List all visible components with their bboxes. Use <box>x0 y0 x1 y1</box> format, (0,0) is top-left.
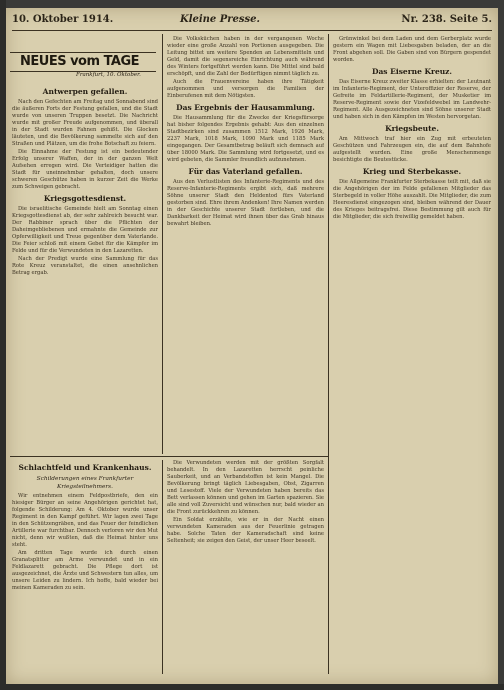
header-date: 10. Oktober 1914. <box>12 14 114 25</box>
article-paragraph: Nach den Gefechten am Freitag und Sonnabend sind die äußeren Forts der Festung gefallen, und die Stadt wurde von unseren Truppen besetzt. Die Nachricht wurde mit großer Freude aufgenommen, und überall in der Stadt wurden Fahnen gehißt. Die Glocken läuteten, und die Bevölkerung sammelte sich auf den Straßen und Plätzen, um die frohe Botschaft zu feiern. <box>12 99 158 147</box>
article-paragraph: Die Verwundeten werden mit der größten Sorgfalt behandelt. In den Lazaretten herrscht peinliche Sauberkeit, und an Verbandstoffen ist kein Mangel. Die Bevölkerung bringt täglich Liebesgaben, Obst, Zigarren und Lesestoff. Viele der Verwundeten haben bereits das Bett verlassen können und gehen im Garten spazieren. Sie alle sind voll Zuversicht und wünschen nur, bald wieder an die Front zurückkehren zu können. <box>167 460 324 515</box>
headline-antwerpen: Antwerpen gefallen. <box>42 87 128 96</box>
article-paragraph: Die Hausammlung für die Zwecke der Kriegsfürsorge hat bisher folgendes Ergebnis gehabt: Aus den einzelnen Stadtbezirken sind zusammen 1512 Mark, 1926 Mark, 2237 Mark, 1018 Mark, 1090 Mark und 1185 Mark eingegangen. Der Gesamtbetrag beläuft sich demnach auf über 18000 Mark. Die Sammlung wird fortgesetzt, und es wird gebeten, die Sammler freundlich aufzunehmen. <box>167 115 324 163</box>
logo-dateline: Frankfurt, 10. Oktober. <box>76 72 141 78</box>
article-paragraph: Die Einnahme der Festung ist ein bedeutender Erfolg unserer Waffen, der in der ganzen Welt Aufsehen erregen wird. Die Verteidiger hatten die Stadt für uneinnehmbar gehalten, doch unsere schweren Geschütze haben in kurzer Zeit die Werke zum Schweigen gebracht. <box>12 149 158 190</box>
logo-title: NEUES vom TAGE <box>20 54 140 69</box>
article-paragraph: Am dritten Tage wurde ich durch einen Granatsplitter am Arme verwundet und in ein Feldlazarett gebracht. Die Pflege dort ist ausgezeichnet, die Ärzte und Schwestern tun alles, um unsere Leiden zu lindern. Ich hoffe, bald wieder bei meinen Kameraden zu sein. <box>12 550 158 591</box>
page-header <box>12 12 492 28</box>
article-paragraph: Ein Soldat erzählte, wie er in der Nacht einen verwundeten Kameraden aus der Feuerlinie getragen habe. Solche Taten der Kameradschaft sind keine Seltenheit; sie zeigen den Geist, der unser Heer beseelt. <box>167 517 324 544</box>
article-paragraph: Das Eiserne Kreuz zweiter Klasse erhielten: der Leutnant im Infanterie-Regiment, der Unteroffizier der Reserve, der Gefreite im Feldartillerie-Regiment, der Musketier im Reserve-Regiment sowie der Vizefeldwebel im Landwehr-Regiment. Alle Ausgezeichneten sind Söhne unserer Stadt und haben sich in den Kämpfen im Westen hervorgetan. <box>333 79 491 120</box>
article-paragraph: Aus den Verlustlisten des Infanterie-Regiments und des Reserve-Infanterie-Regiments ergibt sich, daß mehrere Söhne unserer Stadt den Heldentod fürs Vaterland gestorben sind. Ehre ihrem Andenken! Ihre Namen werden in der Geschichte unserer Stadt fortleben, und die Dankbarkeit der Heimat wird ihnen über das Grab hinaus bewahrt bleiben. <box>167 179 324 227</box>
article-paragraph: Nach der Predigt wurde eine Sammlung für das Rote Kreuz veranstaltet, die einen ansehnlichen Betrag ergab. <box>12 256 158 276</box>
headline-hausammlung: Das Ergebnis der Hausammlung. <box>176 103 315 112</box>
column-3 <box>333 36 491 672</box>
headline-eisernes-kreuz: Das Eiserne Kreuz. <box>371 67 453 76</box>
headline-vaterland: Für das Vaterland gefallen. <box>188 167 303 176</box>
column-rule-1 <box>162 34 163 454</box>
scan-edge-bottom <box>0 684 504 690</box>
column-bottom-left <box>12 460 158 674</box>
article-paragraph: Am Mittwoch traf hier ein Zug mit erbeuteten Geschützen und Fahrzeugen ein, die auf dem Bahnhofe aufgestellt wurden. Eine große Menschenmenge besichtigte die Beutestücke. <box>333 136 491 163</box>
article-paragraph: Die Allgemeine Frankfurter Sterbekasse teilt mit, daß sie die Angehörigen der im Felde gefallenen Mitglieder das Sterbegeld in voller Höhe auszahlt. Die Mitglieder, die zum Heeresdienst eingezogen sind, bleiben während der Dauer des Krieges beitragsfrei. Diese Bestimmung gilt auch für die Mitglieder, die sich freiwillig gemeldet haben. <box>333 179 491 220</box>
header-page-number: Nr. 238. Seite 5. <box>401 14 492 25</box>
column-1 <box>12 84 158 452</box>
section-logo <box>10 52 156 82</box>
headline-schlachtfeld: Schlachtfeld und Krankenhaus. <box>18 463 152 472</box>
subheadline-schilderungen: Schilderungen eines Frankfurter Kriegsteilnehmers. <box>36 476 134 490</box>
header-rule <box>12 30 492 31</box>
headline-kriegsbeute: Kriegsbeute. <box>385 124 439 133</box>
column-rule-3 <box>162 460 163 674</box>
column-2 <box>167 36 324 454</box>
headline-sterbekasse: Krieg und Sterbekasse. <box>362 167 462 176</box>
article-paragraph: Die israelitische Gemeinde hielt am Sonntag einen Kriegsgottesdienst ab, der sehr zahlreich besucht war. Der Rabbiner sprach über die Pflichten der Daheimgebliebenen und ermahnte die Gemeinde zur Opferwilligkeit und Treue gegenüber dem Vaterlande. Die Feier schloß mit einem Gebet für die Kämpfer im Felde und für die Verwundeten in den Lazaretten. <box>12 206 158 254</box>
headline-kriegsgottesdienst: Kriegsgottesdienst. <box>43 194 127 203</box>
section-rule <box>10 456 328 457</box>
article-paragraph: Die Volksküchen haben in der vergangenen Woche wieder eine große Anzahl von Portionen ausgegeben. Die Leitung bittet um weitere Spenden an Lebensmitteln und Geld, damit die segensreiche Einrichtung auch während des Winters fortgeführt werden kann. Die Mittel sind bald erschöpft, und die Zahl der Bedürftigen nimmt täglich zu. <box>167 36 324 77</box>
article-paragraph: Wir entnehmen einem Feldpostbriefe, den ein hiesiger Bürger an seine Angehörigen gerichtet hat, folgende Schilderung: Am 4. Oktober wurde unser Regiment in den Kampf geführt. Wir lagen zwei Tage in den Schützengräben, und das Feuer der feindlichen Artillerie war furchtbar. Dennoch verloren wir den Mut nicht, denn wir wußten, daß die Heimat hinter uns steht. <box>12 493 158 548</box>
article-paragraph: Grünwinkel bei dem Laden und dem Gerberplatz wurde gestern ein Wagen mit Liebesgaben beladen, der an die Front abgehen soll. Die Gaben sind von Bürgern gespendet worden. <box>333 36 491 63</box>
column-bottom-middle <box>167 460 324 674</box>
newspaper-page <box>6 8 498 684</box>
column-rule-2 <box>328 34 329 674</box>
article-paragraph: Auch die Frauenvereine haben ihre Tätigkeit aufgenommen und versorgen die Familien der Einberufenen mit dem Nötigsten. <box>167 79 324 99</box>
header-paper-name: Kleine Presse. <box>180 14 261 25</box>
